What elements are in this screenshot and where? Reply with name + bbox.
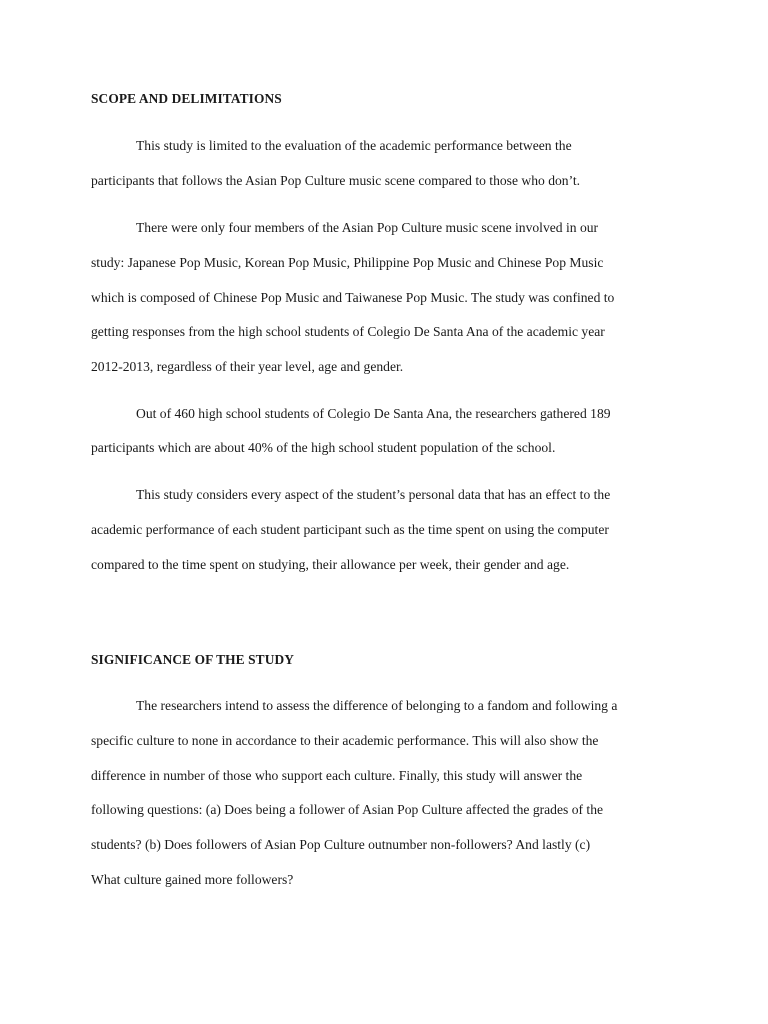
paragraph-line: participants which are about 40% of the high school student population of the school. — [91, 440, 556, 455]
paragraph-line: The researchers intend to assess the difference of belonging to a fandom and following a — [136, 698, 618, 713]
paragraph-line: study: Japanese Pop Music, Korean Pop Music, Philippine Pop Music and Chinese Pop Music — [91, 255, 604, 270]
paragraph-line: academic performance of each student participant such as the time spent on using the computer — [91, 522, 609, 537]
paragraph-line: students? (b) Does followers of Asian Pop Culture outnumber non-followers? And lastly (c) — [91, 837, 591, 852]
section-heading-scope: SCOPE AND DELIMITATIONS — [91, 91, 282, 106]
paragraph-line: participants that follows the Asian Pop Culture music scene compared to those who don’t. — [91, 173, 581, 188]
paragraph-line: compared to the time spent on studying, their allowance per week, their gender and age. — [91, 557, 570, 572]
paragraph-line: getting responses from the high school students of Colegio De Santa Ana of the academic year — [91, 324, 605, 339]
paragraph-line: Out of 460 high school students of Colegio De Santa Ana, the researchers gathered 189 — [136, 406, 611, 421]
paragraph-line: which is composed of Chinese Pop Music and Taiwanese Pop Music. The study was confined to — [91, 290, 615, 305]
paragraph-line: This study considers every aspect of the student’s personal data that has an effect to the — [136, 487, 611, 502]
paragraph-line: 2012-2013, regardless of their year level, age and gender. — [91, 359, 404, 374]
paragraph-line: This study is limited to the evaluation of the academic performance between the — [136, 138, 572, 153]
paragraph-line: specific culture to none in accordance to their academic performance. This will also show the — [91, 733, 599, 748]
paragraph-line: There were only four members of the Asian Pop Culture music scene involved in our — [136, 220, 599, 235]
section-heading-significance: SIGNIFICANCE OF THE STUDY — [91, 652, 295, 667]
paragraph-line: difference in number of those who support each culture. Finally, this study will answer the — [91, 768, 583, 783]
paragraph-line: What culture gained more followers? — [91, 872, 294, 887]
paragraph-line: following questions: (a) Does being a follower of Asian Pop Culture affected the grades of the — [91, 802, 604, 817]
